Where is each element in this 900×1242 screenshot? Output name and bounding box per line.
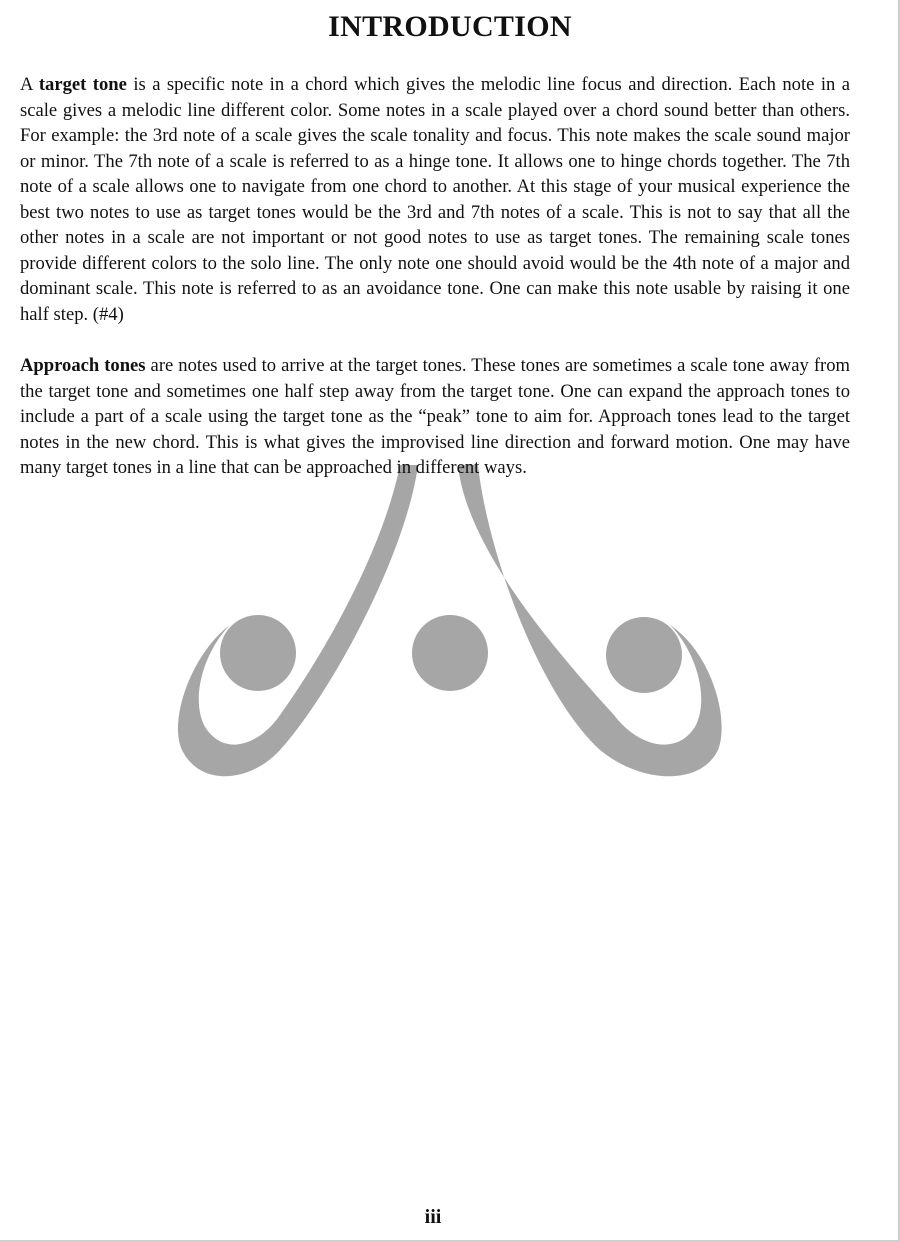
page-number: iii bbox=[424, 1206, 442, 1228]
paragraph-approach-tones bbox=[20, 353, 850, 481]
paragraph-target-tone bbox=[20, 72, 850, 327]
lead-prefix: A bbox=[20, 74, 39, 95]
ornamental-scroll-logo-icon bbox=[170, 465, 730, 805]
page-title: INTRODUCTION bbox=[328, 10, 572, 43]
term-target-tone: target tone bbox=[38, 74, 127, 95]
term-approach-tones: Approach tones bbox=[20, 355, 146, 376]
paragraph-text: is a specific note in a chord which gives the melodic line focus and direction. Each note in a scale gives a melodic line different color. Some notes in a scale played over a chord sound better than others. For example: the 3rd note of a scale gives the scale tonality and focus. This note makes the scale sound major or minor. The 7th note of a scale is referred to as a hinge tone. It allows one to hinge chords together. The 7th note of a scale allows one to navigate from one chord to another. At this stage of your musical experience the best two notes to use as target tones would be the 3rd and 7th notes of a scale. This is not to say that all the other notes in a scale are not important or not good notes to use as target tones. The remaining scale tones provide different colors to the solo line. The only note one should avoid would be the 4th note of a major and dominant scale. This note is referred to as an avoidance tone. One can make this note usable by raising it one half step. (#4) bbox=[20, 74, 850, 325]
paragraph-text: are notes used to arrive at the target tones. These tones are sometimes a scale tone away from the target tone and sometimes one half step away from the target tone. One can expand the approach tones to include a part of a scale using the target tone as the “peak” tone to aim for. Approach tones lead to the target notes in the new chord. This is what gives the improvised line direction and forward motion. One may have many target tones in a line that can be approached in different ways. bbox=[20, 355, 850, 478]
body-text bbox=[20, 72, 850, 507]
